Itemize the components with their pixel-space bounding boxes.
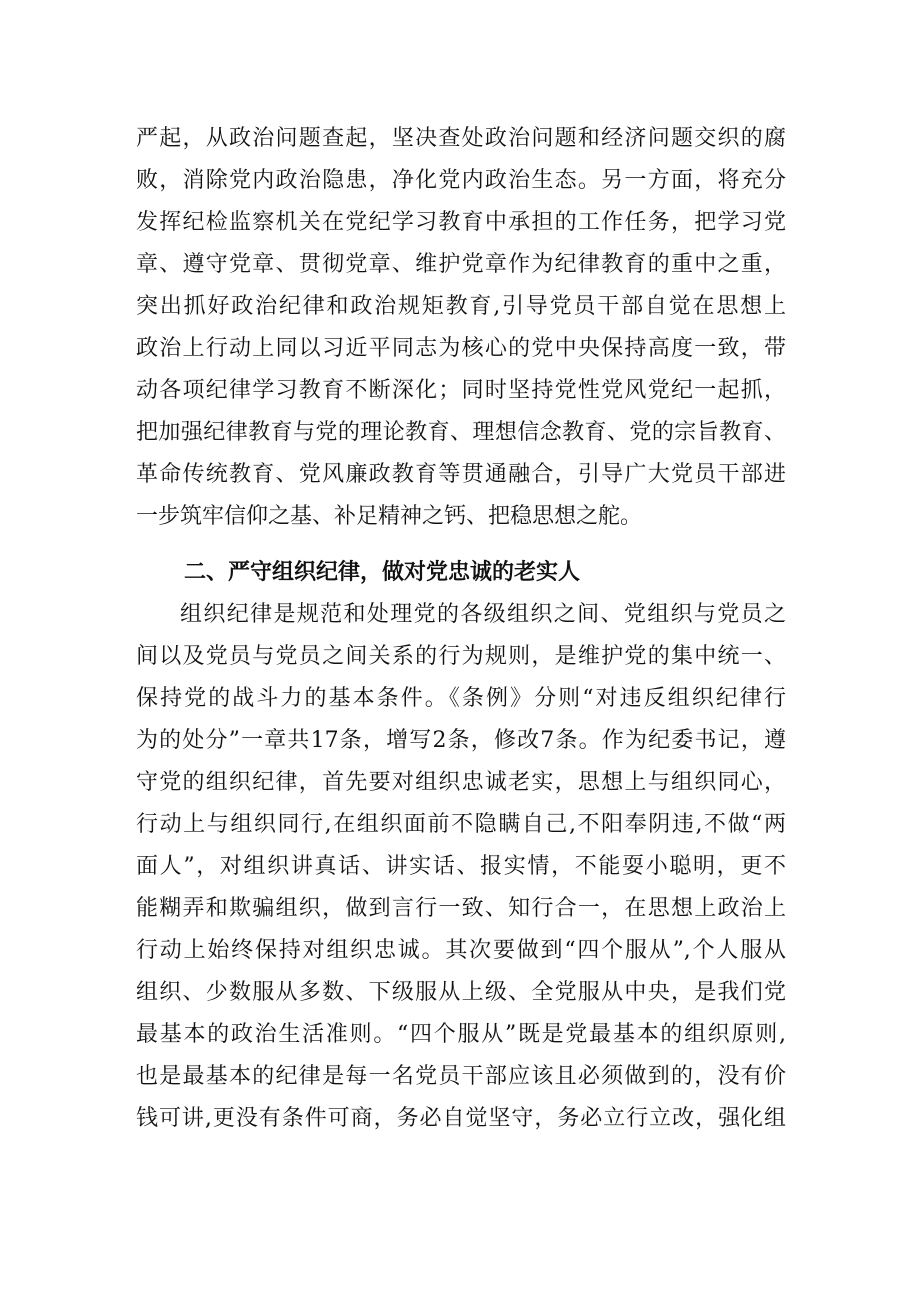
paragraph-line: 突出抓好政治纪律和政治规矩教育,引导党员干部自觉在思想上 (136, 294, 786, 319)
paragraph-line: 面人”，对组织讲真话、讲实话、报实情，不能耍小聪明，更不 (136, 854, 786, 879)
paragraph-line: 行动上与组织同行,在组织面前不隐瞒自己,不阳奉阴违,不做“两 (136, 812, 786, 837)
paragraph-line: 钱可讲,更没有条件可商，务必自觉坚守，务必立行立改，强化组 (136, 1106, 786, 1131)
paragraph-2 (136, 594, 786, 1140)
paragraph-line: 章、遵守党章、贯彻党章、维护党章作为纪律教育的重中之重， (136, 252, 786, 277)
paragraph-line: 能糊弄和欺骗组织，做到言行一致、知行合一，在思想上政治上 (136, 896, 786, 921)
paragraph-line: 把加强纪律教育与党的理论教育、理想信念教育、党的宗旨教育、 (136, 420, 786, 445)
paragraph-line: 间以及党员与党员之间关系的行为规则，是维护党的集中统一、 (136, 644, 786, 669)
paragraph-line: 败，消除党内政治隐患，净化党内政治生态。另一方面，将充分 (136, 168, 786, 193)
paragraph-1 (136, 118, 786, 538)
paragraph-line: 保持党的战斗力的基本条件。《条例》分则“对违反组织纪律行 (136, 686, 786, 711)
paragraph-line: 政治上行动上同以习近平同志为核心的党中央保持高度一致，带 (136, 336, 786, 361)
paragraph-line: 为的处分”一章共17条，增写2条，修改7条。作为纪委书记，遵 (136, 728, 786, 753)
paragraph-line: 严起，从政治问题查起，坚决查处政治问题和经济问题交织的腐 (136, 126, 786, 151)
paragraph-line: 行动上始终保持对组织忠诚。其次要做到“四个服从”,个人服从 (136, 938, 786, 963)
paragraph-line: 组织纪律是规范和处理党的各级组织之间、党组织与党员之 (180, 602, 786, 627)
paragraph-line: 动各项纪律学习教育不断深化；同时坚持党性党风党纪一起抓， (136, 378, 786, 403)
section-heading: 二、严守组织纪律，做对党忠诚的老实人 (184, 560, 581, 585)
paragraph-line: 组织、少数服从多数、下级服从上级、全党服从中央，是我们党 (136, 980, 786, 1005)
paragraph-line: 革命传统教育、党风廉政教育等贯通融合，引导广大党员干部进 (136, 462, 786, 487)
paragraph-line: 也是最基本的纪律是每一名党员干部应该且必须做到的，没有价 (136, 1064, 786, 1089)
paragraph-line: 发挥纪检监察机关在党纪学习教育中承担的工作任务，把学习党 (136, 210, 786, 235)
paragraph-line: 一步筑牢信仰之基、补足精神之钙、把稳思想之舵。 (136, 504, 643, 529)
paragraph-line: 最基本的政治生活准则。“四个服从”既是党最基本的组织原则, (136, 1022, 786, 1047)
paragraph-line: 守党的组织纪律，首先要对组织忠诚老实，思想上与组织同心， (136, 770, 786, 795)
